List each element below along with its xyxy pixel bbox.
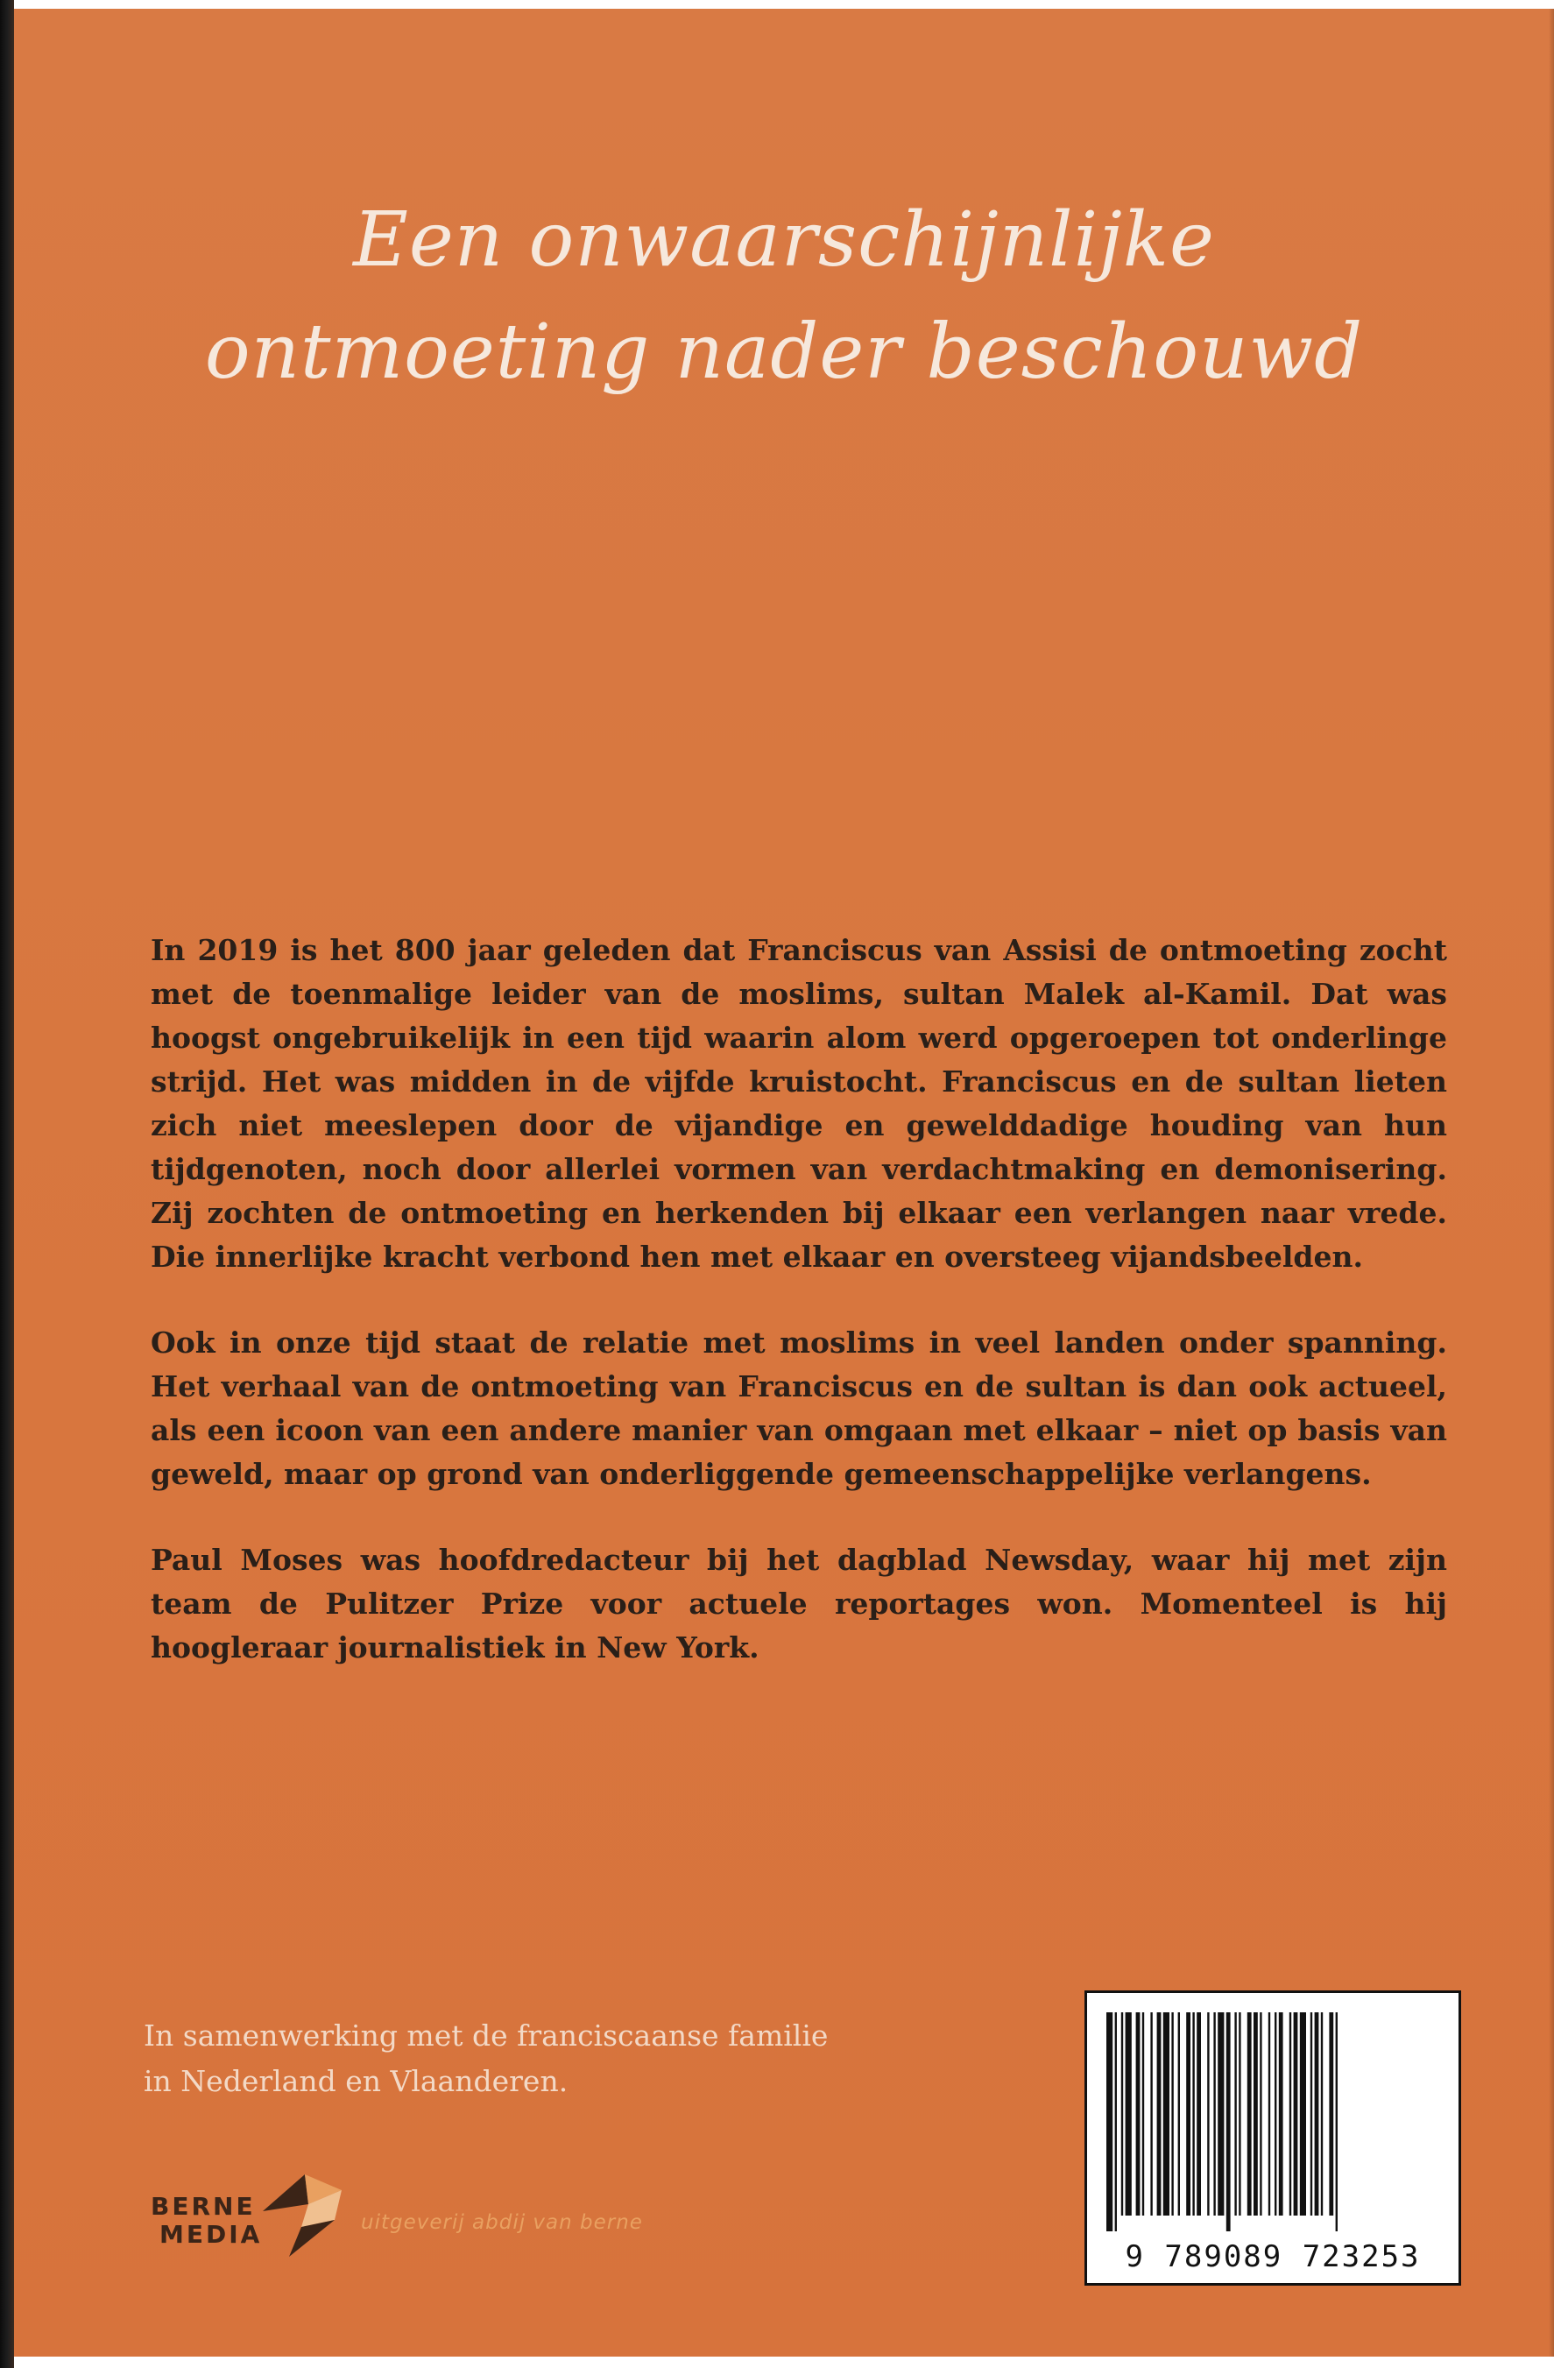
barcode-bar <box>1268 2012 1270 2216</box>
publisher-name-line-2: MEDIA <box>159 2220 263 2249</box>
barcode-bar <box>1171 2012 1173 2216</box>
barcode-bar <box>1218 2012 1224 2216</box>
spine-edge <box>0 0 14 2368</box>
cooperation-line-1: In samenwerking met de franciscaanse familie <box>144 2018 829 2053</box>
barcode-bars <box>1106 2012 1439 2231</box>
cooperation-note <box>144 2013 932 2104</box>
blurb-paragraph-1: In 2019 is het 800 jaar geleden dat Franciscus van Assisi de ontmoeting zocht met de toenmalige leider van de moslims, sultan Malek al-Kamil. Dat was hoogst ongebruikelijk in een tijd waarin alom werd opgeroepen tot onderlinge strijd. Het was midden in de vijfde kruistocht. Franciscus en de sultan lieten zich niet meeslepen door de vijandige en gewelddadige houding van hun tijdgenoten, noch door allerlei vormen van verdachtmaking en demonisering. Zij zochten de ontmoeting en herkenden bij elkaar een verlangen naar vrede. Die innerlijke kracht verbond hen met elkaar en oversteeg vijandsbeelden. <box>151 933 1447 1274</box>
blurb <box>151 929 1447 1712</box>
barcode-bar <box>1126 2012 1132 2216</box>
barcode-bar <box>1289 2012 1291 2216</box>
barcode-bar <box>1207 2012 1209 2216</box>
barcode-bar <box>1279 2012 1283 2216</box>
publisher-name-line-1: BERNE <box>151 2192 256 2221</box>
barcode-bar <box>1106 2012 1112 2231</box>
barcode-bar <box>1142 2012 1144 2216</box>
barcode-bar <box>1121 2012 1123 2216</box>
book-back-cover <box>14 9 1554 2357</box>
barcode-bar <box>1254 2012 1258 2216</box>
title-line-2: ontmoeting nader beschouwd <box>204 308 1364 396</box>
barcode-bar <box>1186 2012 1190 2216</box>
barcode-bar <box>1275 2012 1276 2216</box>
barcode-bar <box>1321 2012 1323 2216</box>
barcode-bar <box>1163 2012 1169 2216</box>
barcode-bar <box>1247 2012 1252 2216</box>
isbn-number: 9 789089 723253 <box>1125 2239 1421 2274</box>
barcode-bar <box>1234 2012 1236 2216</box>
barcode-bar <box>1178 2012 1180 2216</box>
barcode-bar <box>1115 2012 1117 2231</box>
barcode-bar <box>1213 2012 1215 2216</box>
barcode-bar <box>1260 2012 1261 2216</box>
cover-title <box>14 184 1554 408</box>
barcode-bar <box>1157 2012 1162 2216</box>
cooperation-line-2: in Nederland en Vlaanderen. <box>144 2064 569 2098</box>
title-line-1: Een onwaarschijnlijke <box>353 196 1215 284</box>
publisher-tagline: uitgeverij abdij van berne <box>361 2211 643 2234</box>
barcode-bar <box>1336 2012 1338 2231</box>
blurb-paragraph-2: Ook in onze tijd staat de relatie met moslims in veel landen onder spanning. Het verhaal van de ontmoeting van Franciscus en de sultan is dan ook actueel, als een icoon van een andere manier van omgaan met elkaar – niet op basis van geweld, maar op grond van onderliggende gemeenschappelijke verlangens. <box>151 1325 1447 1491</box>
barcode-bar <box>1300 2012 1306 2216</box>
author-bio-paragraph: Paul Moses was hoofdredacteur bij het dagblad Newsday, waar hij met zijn team de Pulitzer Prize voor actuele reportages won. Momenteel is hij hoogleraar journalistiek in New York. <box>151 1543 1447 1665</box>
barcode-bar <box>1226 2012 1231 2231</box>
barcode-bar <box>1136 2012 1141 2216</box>
barcode-bar <box>1329 2012 1333 2216</box>
barcode-bar <box>1310 2012 1312 2216</box>
publisher-logo <box>151 2166 676 2262</box>
barcode-bar <box>1294 2012 1298 2216</box>
barcode-bar <box>1150 2012 1152 2216</box>
barcode-bar <box>1192 2012 1194 2216</box>
isbn-barcode <box>1084 1990 1461 2286</box>
barcode-bar <box>1239 2012 1240 2216</box>
publisher-mark-icon <box>254 2166 359 2262</box>
barcode-bar <box>1197 2012 1201 2216</box>
barcode-bar <box>1315 2012 1319 2216</box>
